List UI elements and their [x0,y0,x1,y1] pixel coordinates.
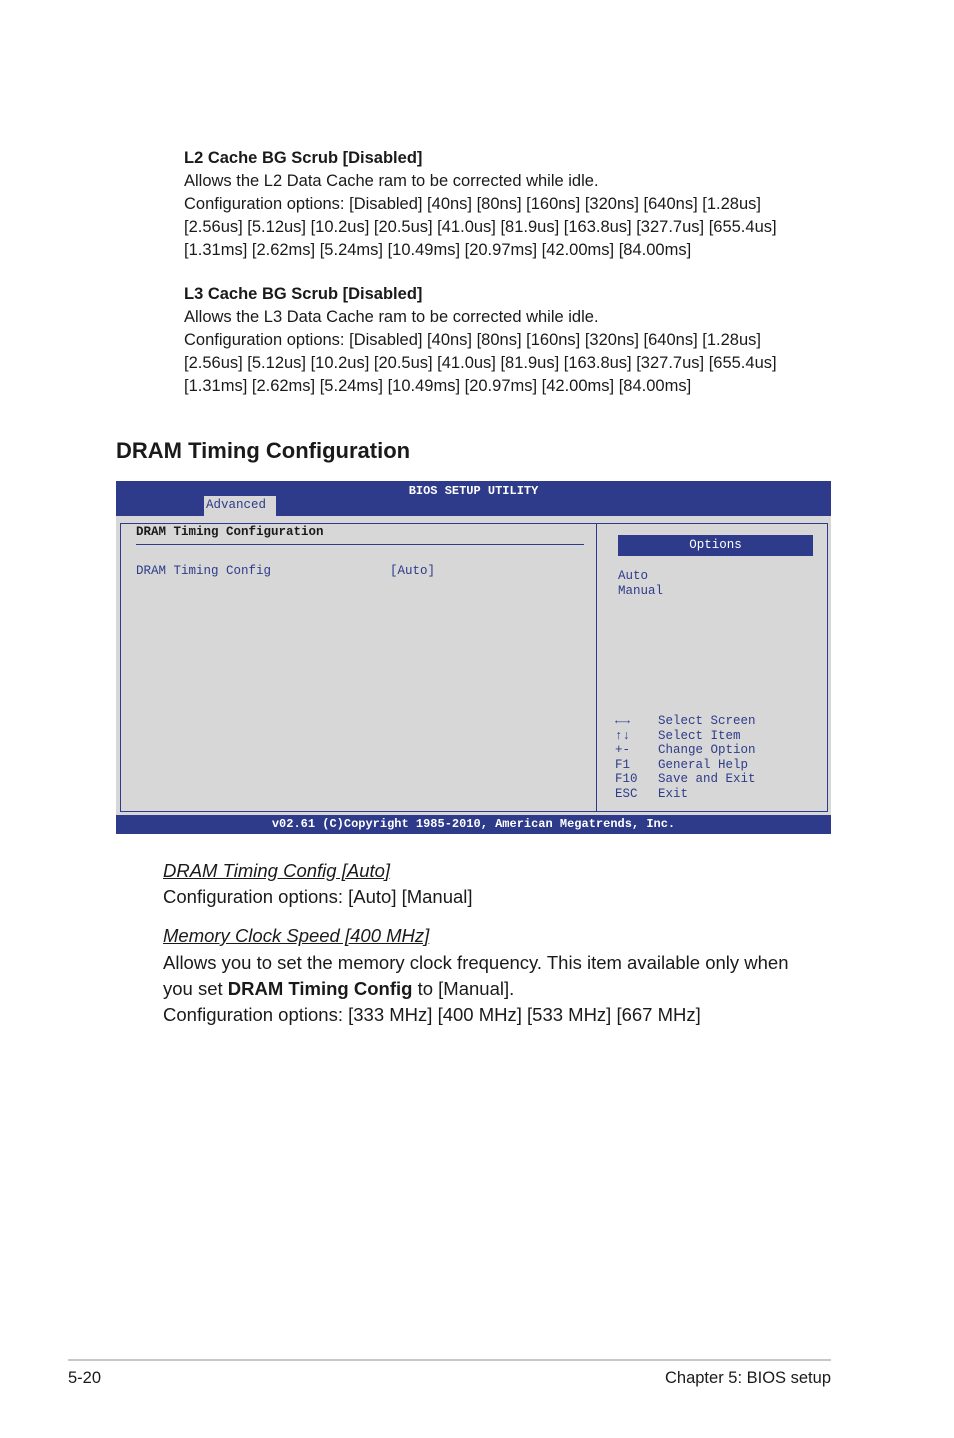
key-plus-minus: +- [615,743,631,757]
key-row [615,758,756,773]
l3-cache-options-1: Configuration options: [Disabled] [40ns] [80ns] [160ns] [320ns] [640ns] [1.28us] [184,331,761,349]
page-number: 5-20 [68,1369,102,1387]
dram-timing-config-value: [Auto] [390,564,436,578]
dram-config-title: DRAM Timing Config [Auto] [163,860,391,881]
l3-cache-title: L3 Cache BG Scrub [Disabled] [184,285,423,303]
l2-cache-options-3: [1.31ms] [2.62ms] [5.24ms] [10.49ms] [20.97ms] [42.00ms] [84.00ms] [184,241,692,259]
key-row [615,743,756,758]
memclk-desc-2 [163,976,514,1002]
panel-title: DRAM Timing Configuration [136,525,324,539]
memclk-options: Configuration options: [333 MHz] [400 MHz] [533 MHz] [667 MHz] [163,1004,701,1025]
key-f1: F1 [615,757,631,772]
l2-cache-title: L2 Cache BG Scrub [Disabled] [184,149,423,167]
bios-left-panel [121,524,596,811]
option-auto[interactable]: Auto [618,569,649,583]
arrows-up-down-icon: ↑↓ [615,728,631,743]
memclk-desc-1: Allows you to set the memory clock frequency. This item available only when [163,952,789,973]
memclk-desc-2-pre: you set [163,978,228,999]
l3-cache-desc: Allows the L3 Data Cache ram to be corrected while idle. [184,308,599,326]
tab-advanced[interactable] [204,496,276,516]
dram-timing-config-label: DRAM Timing Config [136,564,272,578]
chapter-label: Chapter 5: BIOS setup [664,1369,831,1387]
bios-footer-bar [116,815,831,834]
key-esc: ESC [615,786,638,801]
l3-cache-options-3: [1.31ms] [2.62ms] [5.24ms] [10.49ms] [20.97ms] [42.00ms] [84.00ms] [184,377,692,395]
key-action: Select Screen [658,714,756,728]
dram-config-options: Configuration options: [Auto] [Manual] [163,886,473,907]
memclk-desc-2-post: to [Manual]. [412,978,515,999]
key-row [615,787,756,802]
memclk-desc-2-bold: DRAM Timing Config [227,978,413,999]
l2-cache-options-1: Configuration options: [Disabled] [40ns] [80ns] [160ns] [320ns] [640ns] [1.28us] [184,195,761,213]
key-row [615,772,756,787]
arrows-left-right-icon: ←→ [615,714,631,728]
dram-timing-config-item[interactable] [136,564,576,580]
key-action: Exit [658,786,689,801]
bios-copyright: v02.61 (C)Copyright 1985-2010, American Megatrends, Inc. [271,817,676,831]
key-action: General Help [658,757,749,772]
options-header: Options [618,535,813,556]
bios-utility-title: BIOS SETUP UTILITY [408,484,539,498]
key-row [615,729,756,744]
key-legend [615,714,756,801]
l2-cache-options-2: [2.56us] [5.12us] [10.2us] [20.5us] [41.0us] [81.9us] [163.8us] [327.7us] [655.4us] [184,218,777,236]
footer-rule [68,1359,831,1361]
bios-screen [116,481,831,834]
l3-cache-options-2: [2.56us] [5.12us] [10.2us] [20.5us] [41.0us] [81.9us] [163.8us] [327.7us] [655.4us] [184,354,777,372]
panel-title-divider [136,544,584,545]
key-action: Save and Exit [658,772,756,786]
memclk-title: Memory Clock Speed [400 MHz] [163,925,430,946]
bios-header-bar [116,481,831,516]
key-row [615,714,756,729]
bios-panels [120,523,828,812]
key-action: Change Option [658,743,756,757]
option-manual[interactable]: Manual [618,584,664,598]
l2-cache-desc: Allows the L2 Data Cache ram to be corrected while idle. [184,172,599,190]
section-title: DRAM Timing Configuration [116,438,411,463]
key-action: Select Item [658,728,741,743]
tab-advanced-label: Advanced [206,498,267,512]
bios-help-panel [597,524,827,811]
key-f10: F10 [615,772,638,786]
